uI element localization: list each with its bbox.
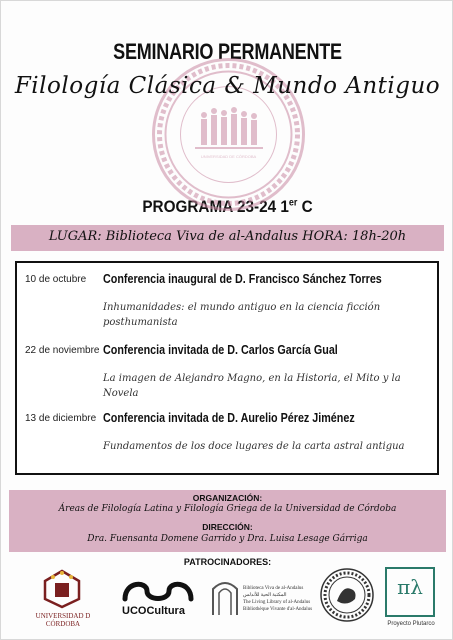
plutarco-logo [385,567,435,617]
event-title: Conferencia inaugural de D. Francisco Sánchez Torres [103,272,382,286]
sponsors-label: PATROCINADORES: [183,557,272,567]
location-band [11,225,444,251]
event-date: 22 de noviembre [25,345,100,356]
ucocultura-logo-icon [121,575,197,605]
page-title: SEMINARIO PERMANENTE [113,39,342,64]
event-description: La imagen de Alejandro Magno, en la Historia, el Mito y la Novela [103,373,401,399]
library-name-line: المكتبة الحية للأندلس [243,593,287,598]
university-cordoba-caption: UNIVERSIDAD D CÓRDOBA [35,612,91,628]
location-text: LUGAR: Biblioteca Viva de al-Andalus HORA: 18h-20h [48,229,407,244]
plutarco-caption: Proyecto Plutarco [387,621,435,627]
organization-label: ORGANIZACIÓN: [192,493,263,503]
page-subtitle: Filología Clásica & Mundo Antiguo [14,73,441,99]
event-title: Conferencia invitada de D. Carlos García Gual [103,343,338,357]
event-date: 10 de octubre [25,274,87,285]
events-box [15,261,439,475]
library-arch-icon [211,577,239,617]
svg-text:UNIVERSIDAD DE CÓRDOBA: UNIVERSIDAD DE CÓRDOBA [200,154,257,159]
direction-label: DIRECCIÓN: [202,522,253,532]
university-cordoba-logo-icon [41,569,83,609]
organization-band [9,490,446,552]
society-seal-icon [319,567,375,623]
event-description: Fundamentos de los doce lugares de la carta astral antigua [103,441,405,452]
library-name-line: Bibliothèque Vivante d'al-Andalus [243,607,313,612]
event-date: 13 de diciembre [25,413,97,424]
library-name-line: Biblioteca Viva de al-Andalus [243,586,304,591]
event-description: Inhumanidades: el mundo antiguo en la ciencia ficción posthumanista [103,302,381,328]
plutarco-glyph: πλ [397,575,423,599]
event-title: Conferencia invitada de D. Aurelio Pérez Jiménez [103,411,355,425]
direction-text: Dra. Fuensanta Domene Garrido y Dra. Luisa Lesage Gárriga [87,534,368,544]
programa-heading: PROGRAMA 23-24 1er C [142,197,313,216]
ucocultura-text: UCOCultura [122,605,185,617]
organization-text: Áreas de Filología Latina y Filología Griega de la Universidad de Córdoba [58,504,397,514]
library-name-line: The Living Library of al-Andalus [243,600,311,605]
